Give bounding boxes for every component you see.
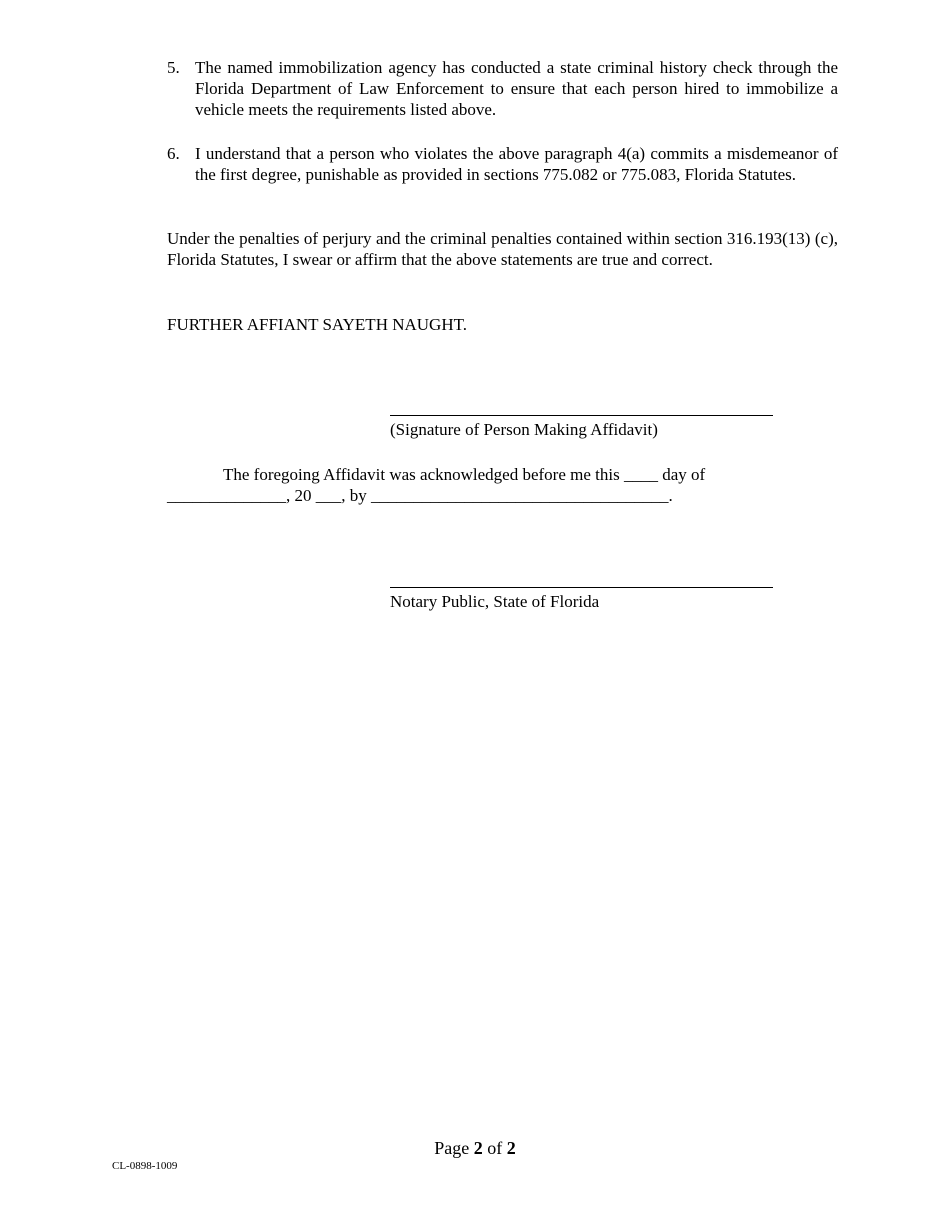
page-total: 2	[506, 1138, 516, 1158]
page-prefix: Page	[434, 1138, 474, 1158]
form-code: CL-0898-1009	[112, 1160, 178, 1172]
closing-statement: FURTHER AFFIANT SAYETH NAUGHT.	[167, 315, 467, 334]
list-item-6	[167, 143, 838, 185]
perjury-statement: Under the penalties of perjury and the criminal penalties contained within section 316.193(13) (c), Florida Statutes, I swear or affirm that the above statements are true and correct.	[167, 229, 838, 269]
list-item-5	[167, 57, 838, 120]
affiant-signature-caption: (Signature of Person Making Affidavit)	[390, 420, 658, 439]
acknowledgment-line-2: ______________, 20 ___, by ___________________________________.	[167, 486, 673, 505]
page-middle: of	[482, 1138, 507, 1158]
affiant-signature-line	[390, 415, 773, 416]
acknowledgment	[167, 464, 838, 506]
affiant-signature-block	[390, 415, 780, 440]
list-text: The named immobilization agency has conducted a state criminal history check through the Florida Department of Law Enforcement to ensure that each person hired to immobilize a vehicle meets the requirements listed above.	[195, 58, 838, 119]
acknowledgment-line-1: The foregoing Affidavit was acknowledged before me this ____ day of	[223, 465, 706, 484]
page-current: 2	[473, 1138, 483, 1158]
notary-signature-block	[390, 587, 780, 612]
list-number: 6.	[167, 144, 180, 163]
notary-caption: Notary Public, State of Florida	[390, 592, 600, 611]
notary-signature-line	[390, 587, 773, 588]
page-number	[0, 1138, 950, 1159]
list-number: 5.	[167, 58, 180, 77]
list-text: I understand that a person who violates the above paragraph 4(a) commits a misdemeanor of the first degree, punishable as provided in sections 775.082 or 775.083, Florida Statutes.	[195, 144, 838, 184]
